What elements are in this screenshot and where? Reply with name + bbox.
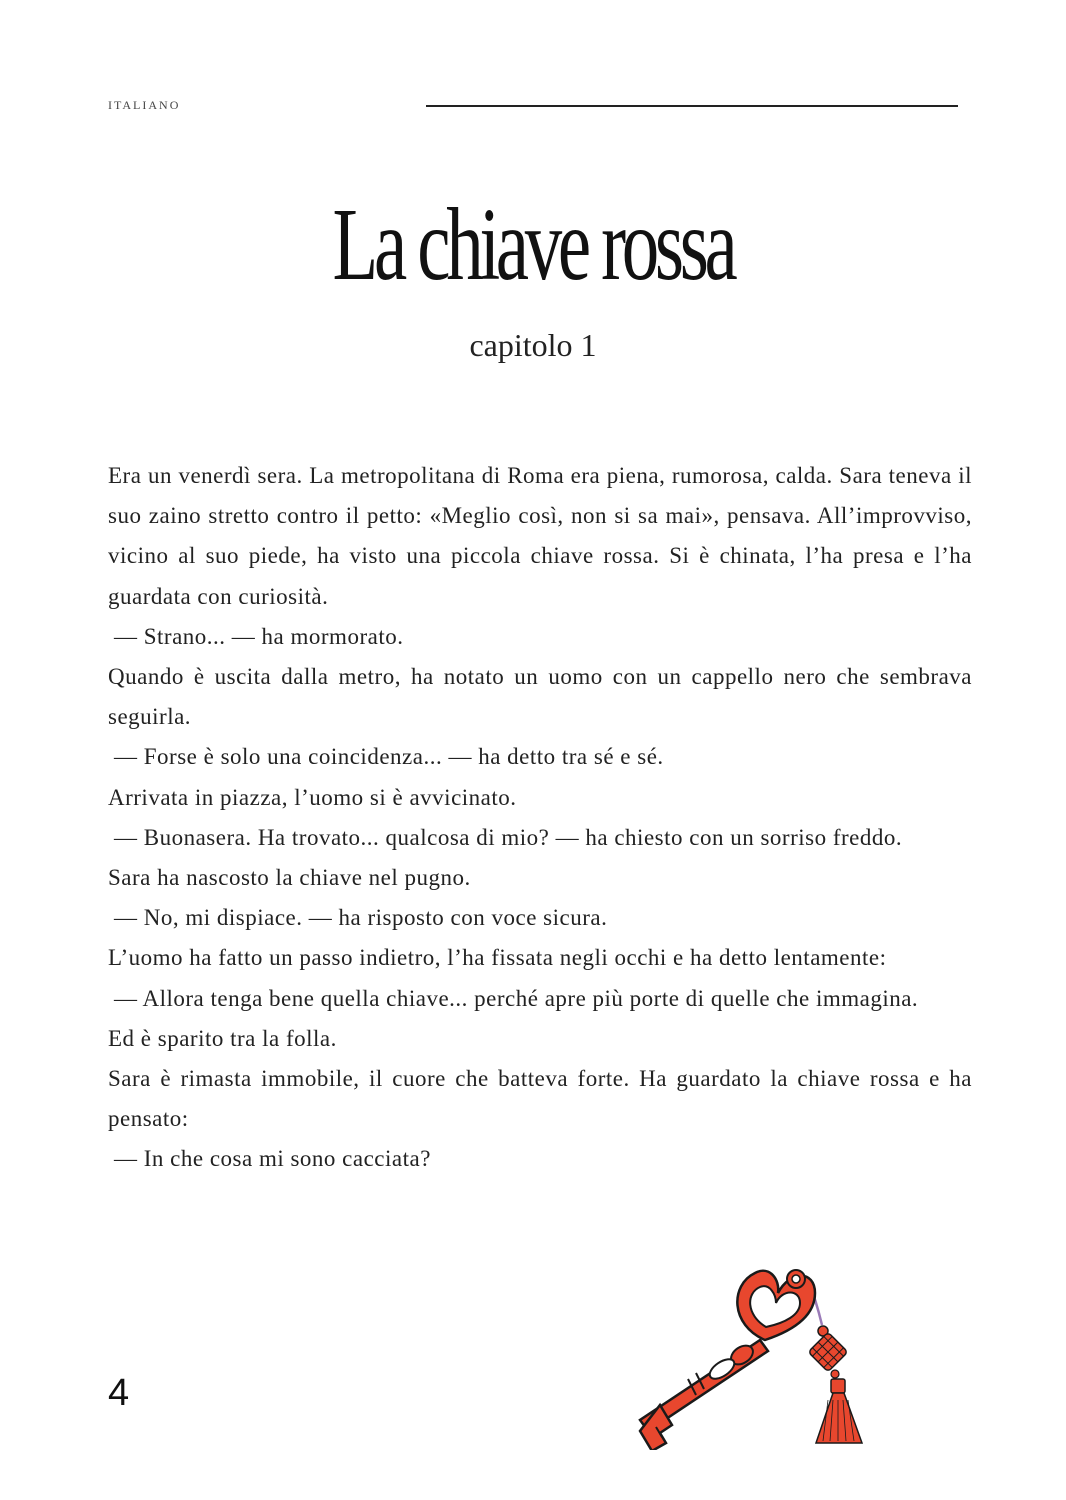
dialogue-line: — Strano... — ha mormorato. <box>114 623 404 649</box>
paragraph: Ed è sparito tra la folla. <box>108 1025 337 1051</box>
dialogue-line: — Allora tenga bene quella chiave... perché apre più porte di quelle che immagina. <box>114 985 919 1011</box>
paragraph: Quando è uscita dalla metro, ha notato un uomo con un cappello nero che sembrava seguirla. <box>108 664 972 730</box>
dialogue-line: — In che cosa mi sono cacciata? <box>114 1146 431 1172</box>
page-number: 4 <box>108 1372 130 1414</box>
paragraph: Era un venerdì sera. La metropolitana di Roma era piena, rumorosa, calda. Sara teneva il suo zaino stretto contro il petto: «Meglio così, non si sa mai», pensava. All’improvviso, vicino al suo piede, ha visto una piccola chiave rossa. Si è chinata, l’ha presa e l’ha guardata con curiosità. <box>108 463 972 609</box>
chapter-subtitle: capitolo 1 <box>469 327 597 363</box>
page-title: La chiave rossa <box>332 187 734 302</box>
paragraph: Arrivata in piazza, l’uomo si è avvicinato. <box>108 784 517 810</box>
red-key-with-tassel-icon <box>630 1255 890 1450</box>
dialogue-line: — No, mi dispiace. — ha risposto con voce sicura. <box>114 905 608 931</box>
paragraph: L’uomo ha fatto un passo indietro, l’ha fissata negli occhi e ha detto lentamente: <box>108 945 887 971</box>
dialogue-line: — Buonasera. Ha trovato... qualcosa di mio? — ha chiesto con un sorriso freddo. <box>114 824 903 850</box>
header-divider <box>426 105 958 107</box>
dialogue-line: — Forse è solo una coincidenza... — ha detto tra sé e sé. <box>114 744 664 770</box>
paragraph: Sara è rimasta immobile, il cuore che batteva forte. Ha guardato la chiave rossa e ha pensato: <box>108 1066 972 1132</box>
language-label: ITALIANO <box>108 98 181 112</box>
paragraph: Sara ha nascosto la chiave nel pugno. <box>108 865 471 891</box>
story-text <box>108 456 972 1180</box>
